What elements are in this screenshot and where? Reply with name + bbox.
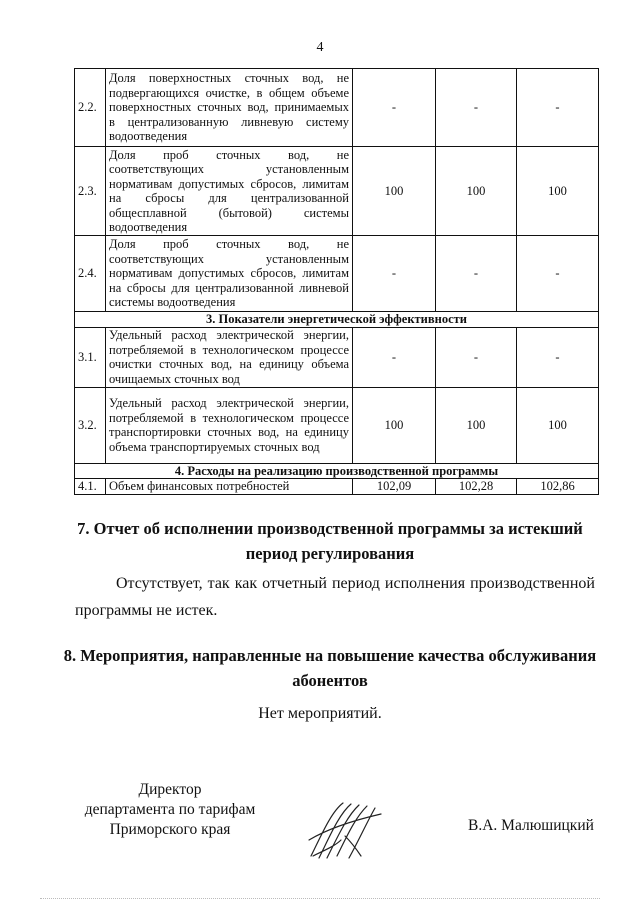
value-year-3: - (517, 69, 599, 147)
row-number: 3.1. (75, 327, 106, 387)
table-row (75, 479, 599, 495)
signatory-line-2: департамента по тарифам (84, 801, 256, 818)
section7-title: 7. Отчет об исполнении производственной программы за истекший период регулирования (77, 519, 583, 563)
table-row (75, 69, 599, 147)
value-year-1: - (353, 69, 436, 147)
section-heading-expenses: 4. Расходы на реализацию производственной программы (75, 463, 599, 479)
value-year-1: - (353, 327, 436, 387)
table-row (75, 147, 599, 236)
value-year-3: 100 (517, 387, 599, 463)
section8-title: 8. Мероприятия, направленные на повышение качества обслуживания абонентов (63, 646, 597, 690)
value-year-1: 102,09 (353, 479, 436, 495)
row-description: Удельный расход электрической энергии, потребляемой в технологическом процессе очистки сточных вод, на единицу объема очищаемых сточных вод (106, 327, 353, 387)
value-year-2: 100 (436, 147, 517, 236)
handwritten-signature (305, 800, 385, 862)
indicators-table (74, 68, 599, 495)
row-number: 2.2. (75, 69, 106, 147)
section-header-row (75, 463, 599, 479)
table-row (75, 327, 599, 387)
signatory-position (75, 780, 265, 840)
value-year-1: - (353, 236, 436, 312)
row-number: 4.1. (75, 479, 106, 495)
value-year-1: 100 (353, 147, 436, 236)
row-number: 2.4. (75, 236, 106, 312)
value-year-3: - (517, 236, 599, 312)
row-description: Объем финансовых потребностей (106, 479, 353, 495)
value-year-2: 102,28 (436, 479, 517, 495)
section-heading-energy: 3. Показатели энергетической эффективности (75, 312, 599, 328)
row-number: 2.3. (75, 147, 106, 236)
value-year-2: 100 (436, 387, 517, 463)
table-row (75, 236, 599, 312)
value-year-3: - (517, 327, 599, 387)
table-row (75, 387, 599, 463)
row-description: Удельный расход электрической энергии, потребляемой в технологическом процессе транспортировки сточных вод, на единицу объема транспортируемых сточных вод (106, 387, 353, 463)
row-description: Доля проб сточных вод, не соответствующих установленным нормативам допустимых сбросов, лимитам на сбросы для централизованной общесплавной (бытовой) системы водоотведения (106, 147, 353, 236)
section8-text: Нет мероприятий. (258, 705, 382, 722)
value-year-1: 100 (353, 387, 436, 463)
signatory-line-3: Приморского края (109, 821, 231, 838)
page-bottom-edge (40, 898, 600, 899)
value-year-2: - (436, 327, 517, 387)
row-number: 3.2. (75, 387, 106, 463)
row-description: Доля проб сточных вод, не соответствующих установленным нормативам допустимых сбросов, лимитам на сбросы для централизованной ливневой системы водоотведения (106, 236, 353, 312)
signatory-line-1: Директор (138, 781, 202, 798)
section-header-row (75, 312, 599, 328)
value-year-3: 100 (517, 147, 599, 236)
signatory-name: В.А. Малюшицкий (468, 817, 594, 834)
page-number: 4 (316, 40, 324, 55)
value-year-3: 102,86 (517, 479, 599, 495)
value-year-2: - (436, 69, 517, 147)
row-description: Доля поверхностных сточных вод, не подвергающихся очистке, в общем объеме поверхностных сточных вод, принимаемых в централизованную ливневую систему водоотведения (106, 69, 353, 147)
value-year-2: - (436, 236, 517, 312)
section7-text: Отсутствует, так как отчетный период исполнения производственной программы не истек. (75, 575, 595, 619)
